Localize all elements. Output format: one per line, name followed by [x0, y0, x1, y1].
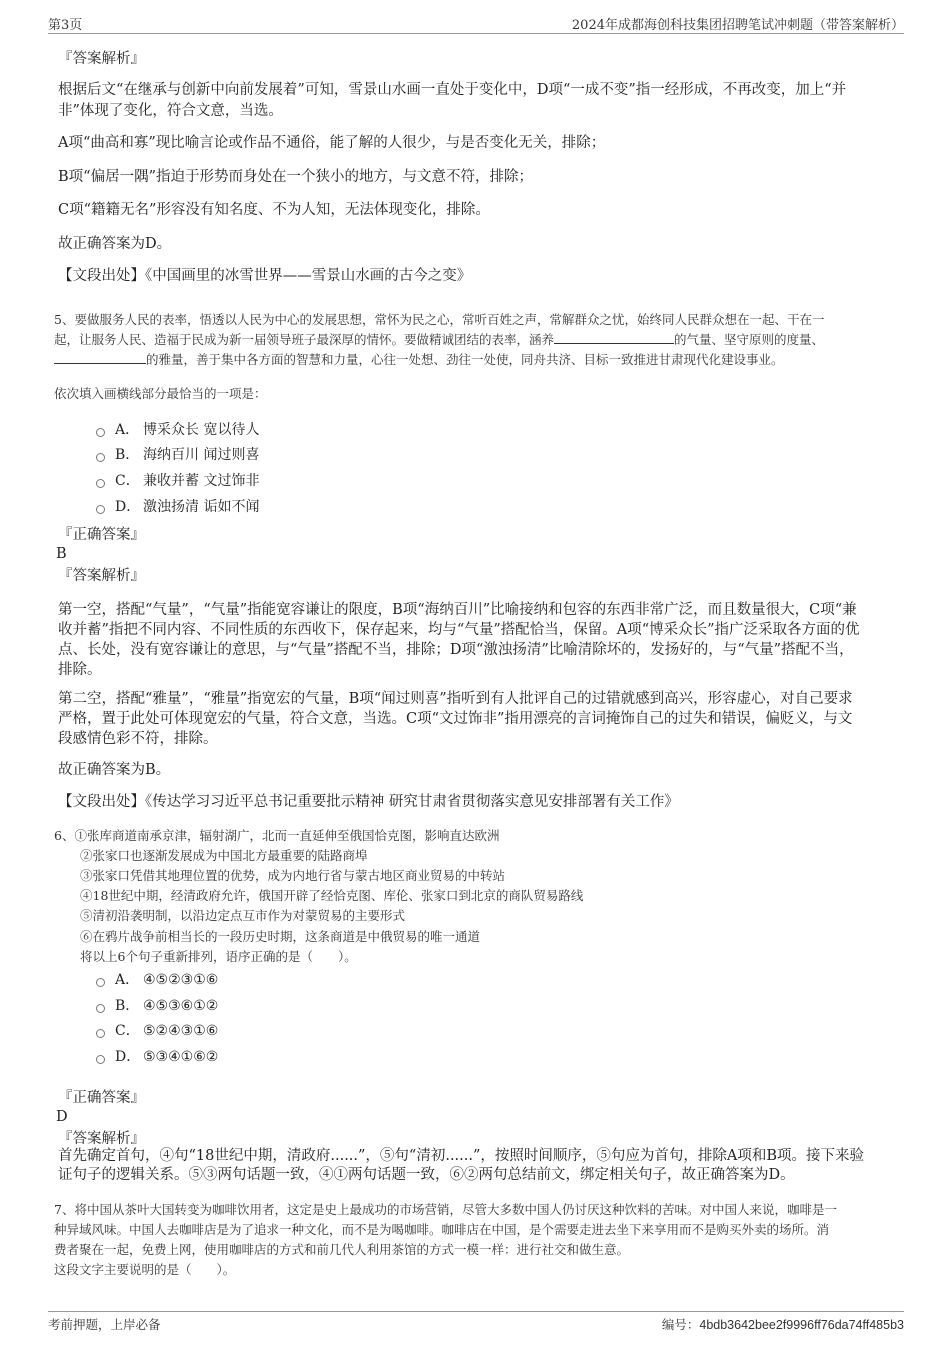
q6-option-b[interactable]: B． ④⑤③⑥①② — [96, 996, 218, 1016]
radio-icon[interactable] — [96, 428, 105, 437]
q4-option-c-analysis: C项“籍籍无名”形容没有知名度、不为人知，无法体现变化，排除。 — [58, 202, 490, 218]
q6-answer: D — [56, 1109, 68, 1125]
q4-conclusion: 故正确答案为D。 — [58, 236, 172, 252]
q5-option-d[interactable]: D． 激浊扬清 诟如不闻 — [96, 497, 259, 517]
q5-answer: B — [56, 546, 67, 562]
q4-source: 【文段出处】《中国画里的冰雪世界——雪景山水画的古今之变》 — [58, 268, 472, 284]
document-code-label: 编号： — [661, 1317, 700, 1332]
q5-analysis-line: 第一空，搭配“气量”，“气量”指能宽容谦让的限度，B项“海纳百川”比喻接纳和包容的东西非常广泛，而且数量很大，C项“兼 — [58, 602, 857, 618]
q7-stem-line: 种异域风味。中国人去咖啡店是为了追求一种文化，而不是为喝咖啡。咖啡店在中国，是个需要走进去坐下来享用而不是购买外卖的场所。消 — [54, 1222, 830, 1237]
q5-source: 【文段出处】《传达学习习近平总书记重要批示精神 研究甘肃省贯彻落实意见安排部署有关工作》 — [58, 794, 679, 810]
document-code-value: 4bdb3642bee2f9996ff76da74ff485b3 — [699, 1318, 904, 1332]
q4-analysis-line: 根据后文“在继承与创新中向前发展着”可知，雪景山水画一直处于变化中，D项“一成不变”指一经形成，不再改变，加上“并 — [58, 82, 847, 98]
q5-analysis-line: 排除。 — [58, 662, 102, 678]
q6-option-d[interactable]: D． ⑤③④①⑥② — [96, 1047, 218, 1067]
fill-blank-1 — [554, 331, 674, 344]
q5-analysis-line: 段感情色彩不符，排除。 — [58, 731, 218, 747]
q6-analysis-label: 『答案解析』 — [58, 1131, 145, 1147]
q5-analysis-line: 第二空，搭配“雅量”，“雅量”指宽宏的气量，B项“闻过则喜”指听到有人批评自己的过错就感到高兴，形容虚心，对自己要求 — [58, 691, 853, 707]
document-code — [662, 1315, 904, 1333]
q7-prompt: 这段文字主要说明的是（ ）。 — [54, 1262, 236, 1277]
q6-option-a[interactable]: A． ④⑤②③①⑥ — [96, 970, 218, 990]
q7-stem-line: 7、将中国从茶叶大国转变为咖啡饮用者，这定是史上最成功的市场营销，尽管大多数中国人仍讨厌这种饮料的苦味。对中国人来说，咖啡是一 — [54, 1202, 837, 1217]
q5-stem-line — [54, 330, 824, 350]
footer-divider — [48, 1311, 904, 1312]
q5-analysis-label: 『答案解析』 — [58, 568, 145, 584]
q5-option-a[interactable]: A． 博采众长 宽以待人 — [96, 420, 259, 440]
q6-sentence-1: 6、①张库商道南承京津，辐射湖广，北而一直延伸至俄国恰克图，影响直达欧洲 — [54, 828, 500, 843]
page-number: 第3页 — [48, 18, 83, 33]
q5-analysis-line: 收并蓄”指把不同内容、不同性质的东西收下，保存起来，均与“气量”搭配恰当，保留。A项“博采众长”指广泛采取各方面的优 — [58, 622, 860, 638]
q5-analysis-line: 严格，置于此处可体现宽宏的气量，符合文意，当选。C项“文过饰非”指用漂亮的言词掩饰自己的过失和错误，偏贬义，与文 — [58, 711, 853, 727]
q6-analysis-line: 首先确定首句，④句“18世纪中期，清政府......”，⑤句“清初......”，按照时间顺序，⑤句应为首句，排除A项和B项。接下来验 — [58, 1148, 865, 1164]
q4-analysis-line: 非”体现了变化，符合文意，当选。 — [58, 103, 283, 119]
q5-option-c[interactable]: C． 兼收并蓄 文过饰非 — [96, 471, 259, 491]
q5-option-b[interactable]: B． 海纳百川 闻过则喜 — [96, 445, 259, 465]
radio-icon[interactable] — [96, 1029, 105, 1038]
q6-option-c[interactable]: C． ⑤②④③①⑥ — [96, 1021, 218, 1041]
q5-analysis-line: 点、长处，没有宽容谦让的意思，与“气量”搭配不当，排除；D项“激浊扬清”比喻清除坏的，发扬好的，与“气量”搭配不当， — [58, 642, 854, 658]
q5-stem-line: 5、要做服务人民的表率，悟透以人民为中心的发展思想，常怀为民之心，常听百姓之声，常解群众之忧，始终同人民群众想在一起、干在一 — [54, 312, 825, 327]
radio-icon[interactable] — [96, 1055, 105, 1064]
document-title: 2024年成都海创科技集团招聘笔试冲刺题（带答案解析） — [571, 18, 904, 33]
radio-icon[interactable] — [96, 453, 105, 462]
q6-sentence-2: ②张家口也逐渐发展成为中国北方最重要的陆路商埠 — [80, 848, 368, 863]
q4-analysis-label: 『答案解析』 — [58, 51, 145, 67]
q5-stem-text: 的雅量，善于集中各方面的智慧和力量，心往一处想、劲往一处使，同舟共济、目标一致推进甘肃现代化建设事业。 — [146, 352, 784, 367]
q6-answer-label: 『正确答案』 — [58, 1090, 145, 1106]
q6-sentence-6: ⑥在鸦片战争前相当长的一段历史时期，这条商道是中俄贸易的唯一通道 — [80, 929, 481, 944]
q6-sentence-5: ⑤清初沿袭明制，以沿边定点互市作为对蒙贸易的主要形式 — [80, 908, 406, 923]
q4-option-a-analysis: A项“曲高和寡”现比喻言论或作品不通俗，能了解的人很少，与是否变化无关，排除； — [58, 135, 606, 151]
q5-stem-text: 的气量、坚守原则的度量、 — [674, 332, 825, 347]
q5-answer-label: 『正确答案』 — [58, 527, 145, 543]
q7-stem-line: 费者聚在一起，免费上网，使用咖啡店的方式和前几代人利用茶馆的方式一模一样：进行社交和做生意。 — [54, 1242, 630, 1257]
q6-sentence-3: ③张家口凭借其地理位置的优势，成为内地行省与蒙古地区商业贸易的中转站 — [80, 868, 506, 883]
fill-blank-2 — [54, 351, 146, 364]
radio-icon[interactable] — [96, 978, 105, 987]
q5-prompt: 依次填入画横线部分最恰当的一项是： — [54, 386, 267, 401]
q5-stem-text: 起，让服务人民、造福于民成为新一届领导班子最深厚的情怀。要做精诚团结的表率，涵养 — [54, 332, 555, 347]
q5-conclusion: 故正确答案为B。 — [58, 762, 171, 778]
q6-sentence-4: ④18世纪中期，经清政府允许，俄国开辟了经恰克图、库伦、张家口到北京的商队贸易路线 — [80, 888, 584, 903]
q5-stem-line — [54, 350, 784, 370]
footer-slogan: 考前押题，上岸必备 — [48, 1317, 161, 1332]
radio-icon[interactable] — [96, 505, 105, 514]
header-divider — [48, 33, 904, 34]
q4-option-b-analysis: B项“偏居一隅”指迫于形势而身处在一个狭小的地方，与文意不符，排除； — [58, 169, 533, 185]
radio-icon[interactable] — [96, 479, 105, 488]
q6-prompt: 将以上6个句子重新排列，语序正确的是（ ）。 — [80, 949, 357, 964]
q6-analysis-line: 证句子的逻辑关系。⑤③两句话题一致，④①两句话题一致，⑥②两句总结前文，绑定相关句子，故正确答案为D。 — [58, 1167, 795, 1183]
radio-icon[interactable] — [96, 1004, 105, 1013]
